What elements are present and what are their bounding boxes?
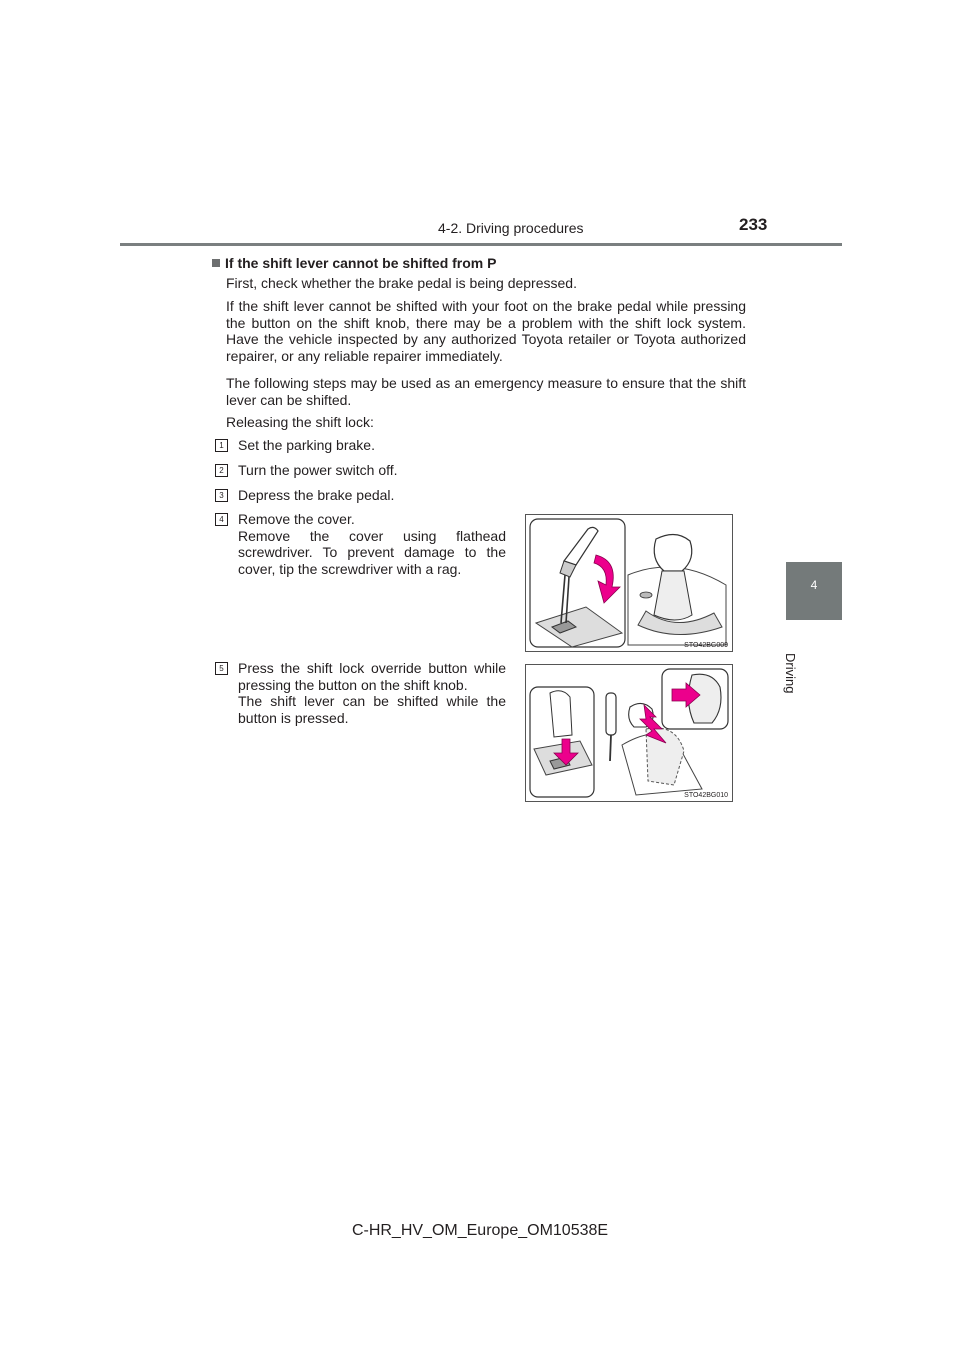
step-number: 5 xyxy=(215,662,228,675)
section-heading-text: If the shift lever cannot be shifted from P xyxy=(225,255,497,271)
chapter-number: 4 xyxy=(810,578,818,592)
step-text xyxy=(238,660,506,726)
page-number: 233 xyxy=(739,215,768,234)
paragraph: The following steps may be used as an emergency measure to ensure that the shift lever can be shifted. xyxy=(226,375,746,408)
figure-code: STO42BG010 xyxy=(684,792,728,799)
chapter-label xyxy=(783,625,838,694)
header-rule xyxy=(120,243,842,246)
paragraph: Releasing the shift lock: xyxy=(226,414,374,430)
illustration-remove-cover xyxy=(526,515,732,651)
figure-remove-cover xyxy=(525,514,733,652)
paragraph: If the shift lever cannot be shifted with your foot on the brake pedal while pressing the button on the shift knob, there may be a problem with the shift lock system. Have the vehicle inspected by any authorized Toyota retailer or Toyota authorized repairer, or any reliable repairer immediately. xyxy=(226,298,746,364)
chapter-label-text: Driving xyxy=(783,653,798,694)
square-bullet-icon xyxy=(212,259,220,267)
step-text xyxy=(238,511,506,577)
step-title: Press the shift lock override button while pressing the button on the shift knob. xyxy=(238,660,506,693)
illustration-override-button xyxy=(526,665,732,801)
step-number: 2 xyxy=(215,464,228,477)
step-text: Turn the power switch off. xyxy=(238,462,398,478)
section-title: 4-2. Driving procedures xyxy=(438,220,584,236)
step-description: The shift lever can be shifted while the button is pressed. xyxy=(238,693,506,726)
figure-override-button xyxy=(525,664,733,802)
paragraph: First, check whether the brake pedal is being depressed. xyxy=(226,275,577,291)
step-text: Depress the brake pedal. xyxy=(238,487,395,503)
section-heading xyxy=(212,255,496,271)
step-description: Remove the cover using flathead screwdriver. To prevent damage to the cover, tip the screwdriver with a rag. xyxy=(238,527,506,577)
step-title: Remove the cover. xyxy=(238,511,355,527)
step-number: 3 xyxy=(215,489,228,502)
step-number: 1 xyxy=(215,439,228,452)
document-footer: C-HR_HV_OM_Europe_OM10538E xyxy=(351,1222,609,1239)
figure-code: STO42BG009 xyxy=(684,642,728,649)
step-number: 4 xyxy=(215,513,228,526)
step-text: Set the parking brake. xyxy=(238,437,375,453)
